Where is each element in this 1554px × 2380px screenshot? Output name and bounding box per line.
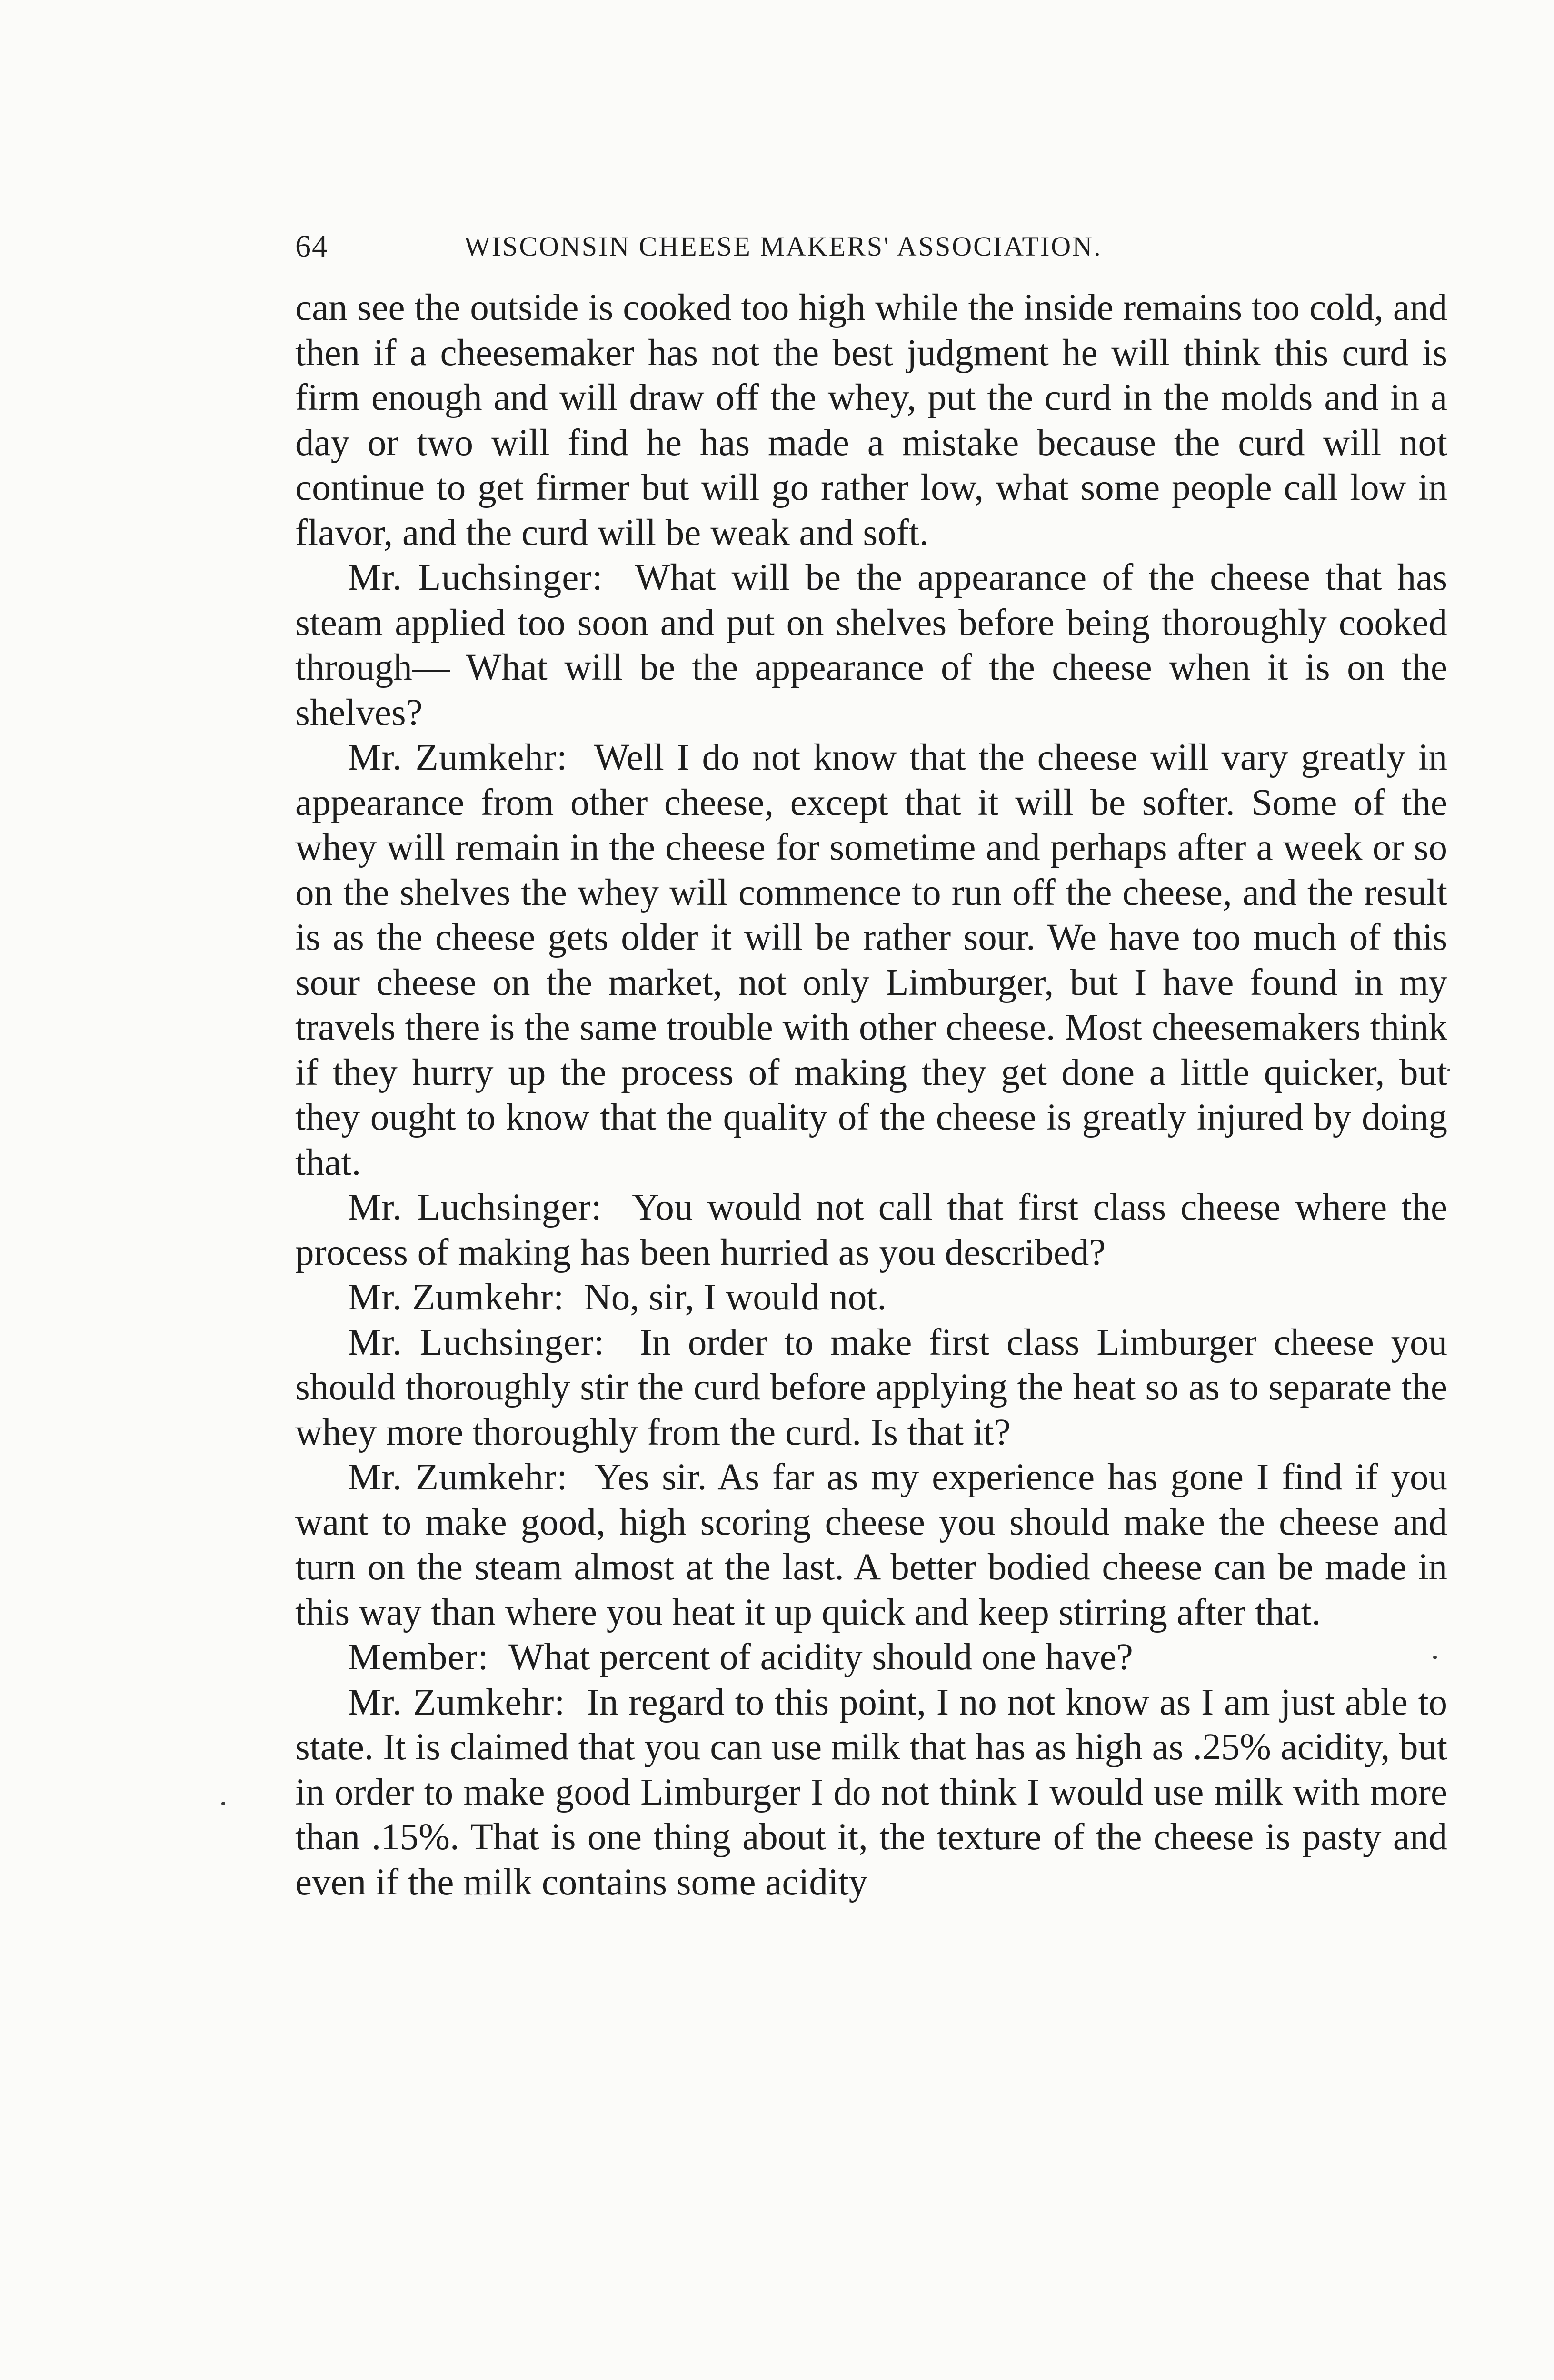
body-text — [295, 286, 1447, 1905]
scan-speck — [1433, 1656, 1437, 1659]
paragraph-text: In order to make first class Limburger cheese you should thoroughly stir the curd before applying the heat so as to separate the whey more thoroughly from the curd. Is that it? — [295, 1321, 1447, 1453]
scan-speck — [1447, 1069, 1450, 1071]
paragraph — [295, 735, 1447, 1185]
speaker-label: Mr. Zumkehr: — [348, 1681, 566, 1723]
speaker-label: Mr. Luchsinger: — [348, 557, 603, 598]
paragraph — [295, 1320, 1447, 1456]
page-header — [295, 224, 1447, 286]
speaker-label: Mr. Luchsinger: — [348, 1321, 605, 1363]
speaker-label: Mr. Luchsinger: — [348, 1187, 602, 1228]
paragraph-text: What will be the appearance of the cheese that has steam applied too soon and put on shelves before being thoroughly cooked through— What will be the appearance of the cheese when it is on the shelves? — [295, 557, 1447, 734]
speaker-label: Member: — [348, 1636, 489, 1678]
paragraph-text: In regard to this point, I no not know as I am just able to state. It is claimed that you can use milk that has as high as .25% acidity, but in order to make good Limburger I do not think I would use milk with more than .15%. That is one thing about it, the texture of the cheese is pasty and even if the milk contains some acidity — [295, 1681, 1448, 1903]
paragraph — [295, 1680, 1447, 1905]
paragraph — [295, 555, 1447, 735]
speaker-label: Mr. Zumkehr: — [348, 1277, 565, 1318]
paragraph-text: No, sir, I would not. — [584, 1277, 887, 1318]
paragraph-text: can see the outside is cooked too high while the inside remains too cold, and then if a cheesemaker has not the best judgment he will think this curd is firm enough and will draw off the whey, put the curd in the molds and in a day or two will find he has made a mistake because the curd will not continue to get firmer but will go rather low, what some people call low in flavor, and the curd will be weak and soft. — [295, 287, 1447, 554]
scan-speck — [221, 1802, 225, 1805]
paragraph — [295, 1275, 1447, 1320]
paragraph — [295, 1635, 1447, 1680]
paragraph — [295, 1185, 1447, 1275]
paragraph — [295, 286, 1447, 555]
speaker-label: Mr. Zumkehr: — [348, 1457, 568, 1498]
running-head: WISCONSIN CHEESE MAKERS' ASSOCIATION. — [464, 231, 1102, 262]
page-number: 64 — [295, 229, 329, 264]
page-content — [295, 224, 1447, 1905]
speaker-label: Mr. Zumkehr: — [348, 737, 568, 778]
paragraph-text: Yes sir. As far as my experience has gone I find if you want to make good, high scoring cheese you should make the cheese and turn on the steam almost at the last. A better bodied cheese can be made in this way than where you heat it up quick and keep stirring after that. — [295, 1457, 1448, 1633]
paragraph — [295, 1455, 1447, 1635]
paragraph-text: Well I do not know that the cheese will vary greatly in appearance from other cheese, except that it will be softer. Some of the whey will remain in the cheese for sometime and perhaps after a week or so on the shelves the whey will commence to run off the cheese, and the result is as the cheese gets older it will be rather sour. We have too much of this sour cheese on the market, not only Limburger, but I have found in my travels there is the same trouble with other cheese. Most cheesemakers think if they hurry up the process of making they get done a little quicker, but they ought to know that the quality of the cheese is greatly injured by doing that. — [295, 737, 1448, 1183]
paragraph-text: You would not call that first class cheese where the process of making has been hurried as you described? — [295, 1187, 1447, 1273]
paragraph-text: What percent of acidity should one have? — [508, 1636, 1133, 1678]
